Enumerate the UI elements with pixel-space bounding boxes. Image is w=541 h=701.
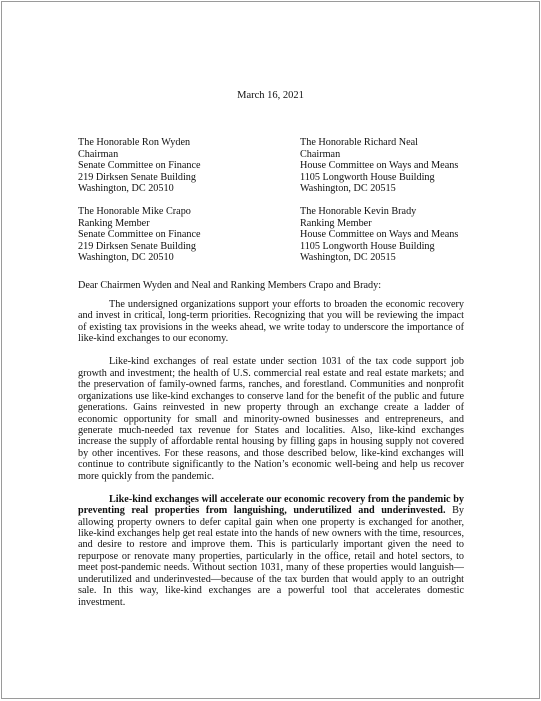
addressee-title: Chairman [300,148,341,160]
addressee-block-brady [300,206,458,264]
addressee-committee: House Committee on Ways and Means [300,229,459,241]
addressee-committee: Senate Committee on Finance [78,160,201,172]
paragraph-text: The undersigned organizations support your efforts to broaden the economic recovery and invest in critical, long-term priorities. Recognizing that you will be reviewing the impact of existing tax provisions in the weeks ahead, we write today to underscore the importance of like-kind exchanges to our economy. [78,299,464,345]
addressee-building: 1105 Longworth House Building [300,171,435,183]
addressee-name: The Honorable Kevin Brady [300,206,417,217]
letter-date: March 16, 2021 [237,90,304,101]
addressee-building: 1105 Longworth House Building [300,240,435,252]
addressee-committee: House Committee on Ways and Means [300,160,459,172]
paragraph-text: By allowing property owners to defer capital gain when one property is exchanged for another, like-kind exchanges help get real estate into the hands of new owners with the time, resources, and desire to restore and improve them. This is particularly important given the need to repurpose or renovate many properties, particularly in the office, retail and hotel sectors, to meet post-pandemic needs. Without section 1031, many of these properties would languish—underutilized and underinvested—because of the tax burden that would apply to an outright sale. In this way, like-kind exchanges are a powerful tool that accelerates domestic investment. [78,505,464,608]
paragraph-bold-lead: Like-kind exchanges will accelerate our economic recovery from the pandemic by preventing real properties from languishing, underutilized and underinvested. [78,493,464,517]
addressee-block-neal [300,137,458,195]
addressee-committee: Senate Committee on Finance [78,229,201,241]
salutation: Dear Chairmen Wyden and Neal and Ranking Members Crapo and Brady: [78,280,382,291]
body-paragraph [78,299,464,345]
addressee-block-wyden [78,137,201,195]
addressee-block-crapo [78,206,201,264]
addressee-city: Washington, DC 20510 [78,252,174,264]
body-paragraph [78,356,464,482]
addressee-title: Ranking Member [78,217,150,229]
paragraph-text: Like-kind exchanges of real estate under section 1031 of the tax code support job growth and investment; the health of U.S. commercial real estate and real estate markets; and the preservation of family-owned farms, ranches, and forestland. Communities and nonprofit organizations use like-kind exchanges to conserve land for the benefit of the public and future generations. Gains reinvested in new property through an exchange create a ladder of economic opportunity for small and minority-owned businesses and entrepreneurs, and generate much-needed tax revenue for States and localities. Also, like-kind exchanges increase the supply of affordable rental housing by filling gaps in housing supply not covered by other incentives. For these reasons, and those described below, like-kind exchanges will continue to contribute significantly to the Nation’s economic well-being and help us recover more quickly from the pandemic. [78,356,464,482]
addressee-city: Washington, DC 20510 [78,183,174,195]
letter-page [1,1,540,699]
addressee-city: Washington, DC 20515 [300,252,396,264]
letter-body [78,299,464,620]
addressee-building: 219 Dirksen Senate Building [78,240,196,252]
addressee-name: The Honorable Mike Crapo [78,206,191,217]
addressee-city: Washington, DC 20515 [300,183,396,195]
addressee-title: Chairman [78,148,119,160]
body-paragraph [78,494,464,609]
addressee-title: Ranking Member [300,217,372,229]
addressee-name: The Honorable Ron Wyden [78,137,191,148]
addressee-name: The Honorable Richard Neal [300,137,418,148]
addressee-building: 219 Dirksen Senate Building [78,171,196,183]
